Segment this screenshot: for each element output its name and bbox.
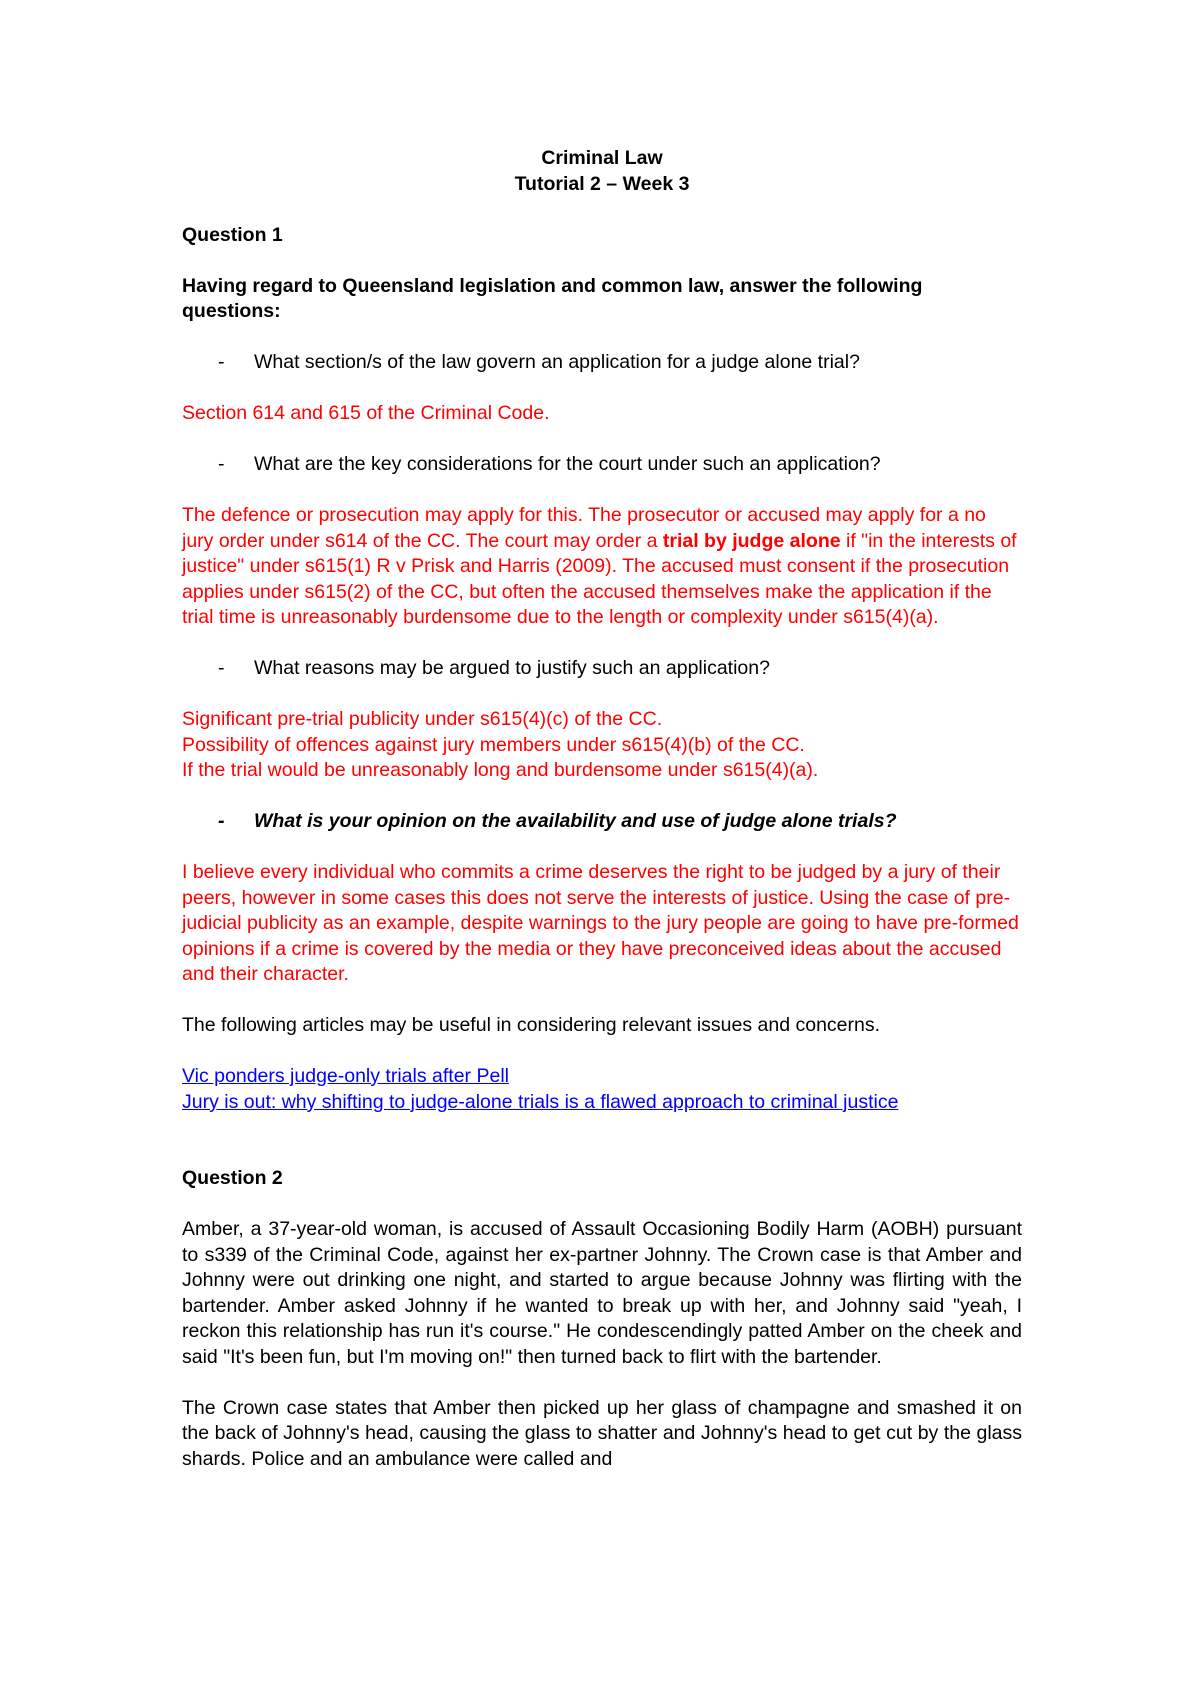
document-subtitle: Tutorial 2 – Week 3 <box>514 172 690 195</box>
sub-question-1-text: What section/s of the law govern an application for a judge alone trial? <box>254 351 860 373</box>
dash-bullet: - <box>218 657 225 679</box>
document-body <box>182 146 1022 1472</box>
dash-bullet: - <box>218 810 225 832</box>
answer-3-line-1: Significant pre-trial publicity under s615(4)(c) of the CC. <box>182 708 663 730</box>
sub-question-2 <box>182 452 1022 478</box>
question-2-heading: Question 2 <box>182 1167 283 1189</box>
sub-question-4 <box>182 809 1022 835</box>
sub-question-4-text: What is your opinion on the availability and use of judge alone trials? <box>254 810 897 832</box>
question-2-paragraph-1: Amber, a 37-year-old woman, is accused of Assault Occasioning Bodily Harm (AOBH) pursuant to s339 of the Criminal Code, against her ex-partner Johnny. The Crown case is that Amber and Johnny were out drinking one night, and started to argue because Johnny was flirting with the bartender. Amber asked Johnny if he wanted to break up with her, and Johnny said "yeah, I reckon this relationship has run it's course." He condescendingly patted Amber on the cheek and said "It's been fun, but I'm moving on!" then turned back to flirt with the bartender. <box>182 1218 1022 1368</box>
question-1-intro: Having regard to Queensland legislation and common law, answer the following questions: <box>182 274 923 322</box>
answer-3-line-3: If the trial would be unreasonably long and burdensome under s615(4)(a). <box>182 759 819 781</box>
answer-3-line-2: Possibility of offences against jury members under s615(4)(b) of the CC. <box>182 733 805 756</box>
dash-bullet: - <box>218 351 225 373</box>
answer-2-part1: The defence or prosecution may apply for this. The prosecutor or accused may apply for a no jury order under s614 of the CC. The court may order a <box>182 504 986 552</box>
question-2-paragraph-2: The Crown case states that Amber then picked up her glass of champagne and smashed it on the back of Johnny's head, causing the glass to shatter and Johnny's head to get cut by the glass shards. Police and an ambulance were called and <box>182 1396 1022 1470</box>
sub-question-1 <box>182 350 1022 376</box>
answer-2-part2: if "in the interests of justice" under s615(1) R v Prisk and Harris (2009). The accused must consent if the prosecution applies under s615(2) of the CC, but often the accused themselves make the application if the trial time is unreasonably burdensome due to the length or complexity under s615(4)(a). <box>182 529 1017 628</box>
dash-bullet: - <box>218 453 225 475</box>
document-title: Criminal Law <box>541 147 663 169</box>
answer-1: Section 614 and 615 of the Criminal Code. <box>182 402 550 424</box>
answer-2-bold: trial by judge alone <box>662 529 841 552</box>
question-1-heading: Question 1 <box>182 223 283 246</box>
answer-4: I believe every individual who commits a crime deserves the right to be judged by a jury of their peers, however in some cases this does not serve the interests of justice. Using the case of pre-judicial publicity as an example, despite warnings to the jury people are going to have pre-formed opinions if a crime is covered by the media or they have preconceived ideas about the accused and their character. <box>182 861 1019 985</box>
article-link-1[interactable]: Vic ponders judge-only trials after Pell <box>182 1065 509 1087</box>
articles-intro: The following articles may be useful in considering relevant issues and concerns. <box>182 1014 881 1036</box>
article-link-2[interactable]: Jury is out: why shifting to judge-alone trials is a flawed approach to criminal justice <box>182 1090 899 1113</box>
sub-question-2-text: What are the key considerations for the court under such an application? <box>254 453 881 475</box>
sub-question-3 <box>182 656 1022 682</box>
sub-question-3-text: What reasons may be argued to justify such an application? <box>254 657 770 679</box>
answer-2 <box>182 503 1022 631</box>
